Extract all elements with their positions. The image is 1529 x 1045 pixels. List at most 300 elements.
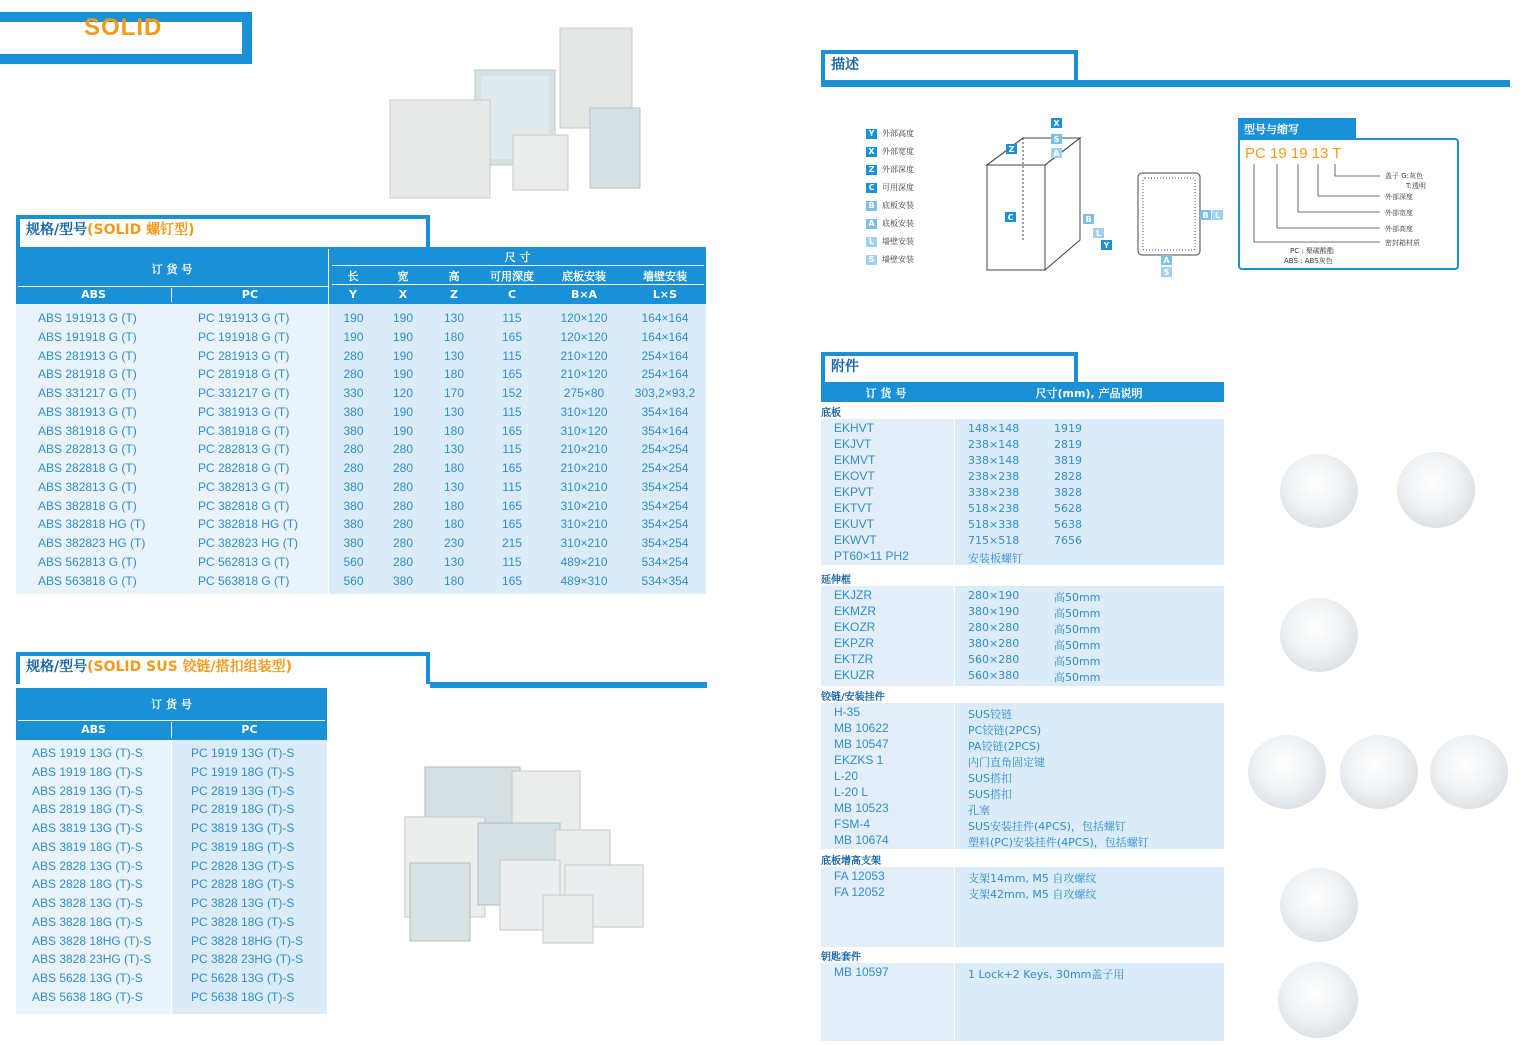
dimension-value: 380	[392, 573, 414, 588]
accessory-code: MB 10523	[834, 801, 889, 815]
dimension-value: 210×210	[560, 461, 608, 475]
dimension-value: 165	[501, 573, 523, 588]
dimension-value: 165	[501, 517, 523, 532]
abs-hinged-code: ABS 2828 13G (T)-S	[32, 858, 143, 873]
accessory-code: EKPVT	[834, 485, 874, 499]
pc-order-code: PC 282813 G (T)	[198, 442, 290, 457]
letter-z: Z	[450, 288, 458, 301]
accessories-tab	[821, 352, 1078, 382]
accessory-note: 高50mm	[1054, 607, 1101, 620]
abs-order-code: ABS 382818 HG (T)	[38, 517, 146, 532]
dimension-value: 275×80	[563, 386, 605, 400]
dimension-value: 190	[392, 311, 414, 325]
legend-label: 外部深度	[882, 165, 914, 174]
section2-tab	[16, 652, 430, 684]
pc-order-code: PC 382818 G (T)	[198, 498, 290, 513]
dimension-value: 180	[443, 498, 465, 513]
s2-abs-header: ABS	[81, 723, 106, 736]
legend-key: Z	[866, 165, 877, 175]
dimension-value: 190	[392, 404, 414, 419]
dimension-value: 120	[392, 386, 414, 400]
pc-order-code: PC 382813 G (T)	[198, 479, 290, 494]
col-usable-depth: 可用深度	[490, 270, 534, 283]
dimension-value: 280	[392, 517, 414, 532]
dimension-value: 354×164	[641, 423, 689, 438]
dimension-value: 190	[392, 329, 414, 344]
abs-hinged-code: ABS 3828 13G (T)-S	[32, 896, 143, 910]
accessory-code: EKMVT	[834, 453, 876, 467]
col-height: 高	[448, 270, 460, 283]
col-length: 长	[347, 270, 359, 283]
dimension-value: 489×310	[560, 573, 608, 588]
pc-order-code: PC 281918 G (T)	[198, 367, 290, 382]
abs-order-code: ABS 282818 G (T)	[38, 461, 137, 475]
accessory-size: PC铰链(2PCS)	[968, 724, 1042, 737]
pc-hinged-code: PC 3828 13G (T)-S	[191, 896, 295, 910]
accessory-code: EKMZR	[834, 604, 876, 618]
extension-frame-photo	[1280, 598, 1358, 672]
legend-label: 外部宽度	[882, 147, 914, 156]
accessory-code: EKPZR	[834, 636, 875, 650]
accessory-note: 高50mm	[1054, 591, 1101, 604]
accessory-code: FA 12053	[834, 869, 885, 883]
accessory-code: MB 10597	[834, 965, 889, 979]
pc-hinged-code: PC 3819 18G (T)-S	[191, 839, 295, 854]
dimension-value: 310×210	[560, 517, 608, 532]
accessory-size: 518×338	[968, 518, 1020, 531]
accessory-code: L-20	[834, 769, 859, 783]
dimension-value: 190	[392, 423, 414, 438]
section1-table-header	[16, 247, 706, 304]
s2-pc-header: PC	[241, 723, 258, 736]
dimension-value: 180	[443, 329, 465, 344]
base-plate-photo-2	[1397, 452, 1475, 528]
dimension-value: 190	[343, 329, 364, 344]
accessory-code: EKTVT	[834, 501, 873, 515]
dimension-value: 303,2×93,2	[634, 386, 696, 400]
section1-title-suffix: (SOLID 螺钉型)	[87, 222, 195, 238]
abs-hinged-code: ABS 2819 13G (T)-S	[32, 783, 143, 798]
legend-item	[866, 182, 914, 193]
enclosure-group-photo	[385, 20, 645, 200]
accessory-group-title: 延伸框	[821, 575, 851, 586]
s2-order-no-header: 订 货 号	[151, 698, 192, 711]
dimension-value: 165	[501, 498, 523, 513]
pc-order-code: PC 281913 G (T)	[198, 348, 290, 363]
accessory-code: MB 10674	[834, 833, 889, 847]
accessory-code: PT60×11 PH2	[834, 549, 909, 563]
dimension-value: 130	[443, 442, 465, 457]
legend-label: 墙壁安装	[882, 255, 914, 264]
accessory-size: 338×148	[968, 454, 1020, 467]
accessory-size: 塑料(PC)安装挂件(4PCS)，包括螺钉	[968, 836, 1149, 849]
dimension-value: 130	[443, 348, 465, 363]
pc-hinged-code: PC 1919 18G (T)-S	[191, 764, 295, 779]
dimension-value: 280	[343, 442, 364, 457]
dimension-value: 254×164	[641, 348, 689, 363]
dimension-value: 215	[501, 536, 523, 550]
pc-hinged-code: PC 2828 13G (T)-S	[191, 858, 295, 873]
solid-title: SOLID	[84, 14, 163, 41]
abs-hinged-code: ABS 2819 18G (T)-S	[32, 802, 143, 817]
abs-order-code: ABS 381918 G (T)	[38, 423, 137, 438]
dimension-value: 130	[443, 479, 465, 494]
hinge-parts-photo	[1248, 735, 1326, 809]
dimension-value: 165	[501, 461, 523, 475]
accessory-size: 支架42mm, M5 自攻螺纹	[968, 888, 1097, 901]
accessory-code: EKWVT	[834, 533, 877, 547]
description-tab	[821, 50, 1078, 80]
dimension-value: 354×254	[641, 517, 689, 532]
pc-order-code: PC 282818 G (T)	[198, 461, 290, 475]
accessory-note: 2819	[1054, 438, 1082, 451]
dimension-value: 120×120	[560, 311, 608, 325]
model-material-abs: ABS : ABS灰色	[1284, 257, 1333, 265]
accessory-code: EKOVT	[834, 469, 875, 483]
dimension-value: 210×120	[560, 348, 608, 363]
abs-order-code: ABS 191918 G (T)	[38, 329, 137, 344]
pc-order-code: PC 562813 G (T)	[198, 554, 290, 569]
legend-item	[866, 254, 914, 265]
accessories-title: 附件	[831, 359, 859, 375]
accessory-code: EKHVT	[834, 421, 875, 435]
abs-hinged-code: ABS 3828 18HG (T)-S	[32, 933, 152, 948]
section2-table-header	[16, 688, 327, 740]
accessory-note: 2828	[1054, 470, 1082, 483]
dimension-value: 560	[343, 554, 364, 569]
legend-label: 外部高度	[882, 129, 914, 138]
accessory-code: L-20 L	[834, 785, 869, 799]
letter-c: C	[507, 288, 517, 301]
accessory-size: 518×238	[968, 502, 1020, 515]
dimension-value: 164×164	[641, 329, 689, 344]
accessory-size: 715×518	[968, 534, 1020, 547]
section2-title-suffix: (SOLID SUS 铰链/搭扣组装型)	[87, 659, 293, 675]
dimension-value: 164×164	[641, 311, 689, 325]
abs-order-code: ABS 282813 G (T)	[38, 442, 137, 457]
abs-order-code: ABS 191913 G (T)	[38, 311, 137, 325]
dimension-value: 380	[343, 498, 364, 513]
pc-order-code: PC 382818 HG (T)	[198, 517, 299, 532]
legend-item	[866, 236, 914, 247]
base-plate-photo	[1280, 454, 1358, 528]
dimension-value: 254×254	[641, 442, 689, 457]
abs-order-code: ABS 382818 G (T)	[38, 498, 137, 513]
accessory-group-title: 钥匙套件	[821, 952, 861, 963]
dimension-value: 180	[443, 367, 465, 382]
dimension-value: 354×254	[641, 479, 689, 494]
dimension-value: 115	[502, 348, 522, 363]
pc-order-code: PC 191913 G (T)	[198, 311, 290, 325]
accessory-size: 560×380	[968, 669, 1020, 682]
abs-order-code: ABS 331217 G (T)	[38, 386, 137, 400]
abs-hinged-code: ABS 3819 13G (T)-S	[32, 821, 143, 835]
accessory-note: 高50mm	[1054, 623, 1101, 636]
dimension-value: 210×210	[560, 442, 608, 457]
hinged-enclosure-photo	[400, 765, 645, 945]
pc-hinged-code: PC 3819 13G (T)-S	[191, 821, 295, 835]
pc-hinged-code: PC 5628 13G (T)-S	[191, 971, 295, 985]
dimension-value: 489×210	[560, 554, 608, 569]
accessory-code: EKTZR	[834, 652, 874, 666]
dimension-value: 120×120	[560, 329, 608, 344]
section2-title-prefix: 规格/型号	[26, 659, 88, 675]
pc-order-code: PC 382823 HG (T)	[198, 536, 299, 550]
abs-order-code: ABS 563818 G (T)	[38, 573, 137, 588]
accessory-size: PA铰链(2PCS)	[968, 740, 1041, 753]
abs-order-code: ABS 281918 G (T)	[38, 367, 137, 382]
accessory-size: 338×238	[968, 486, 1020, 499]
model-note-transparent: T:透明	[1406, 182, 1426, 190]
abs-hinged-code: ABS 2828 18G (T)-S	[32, 877, 143, 892]
dimension-value: 380	[343, 404, 364, 419]
accessory-note: 7656	[1054, 534, 1082, 547]
accessory-group-title: 底板增高支架	[821, 856, 881, 867]
diag-label-s: S	[1053, 135, 1060, 144]
dimension-value: 130	[443, 311, 465, 325]
legend-label: 可用深度	[882, 183, 914, 192]
dimension-value: 170	[443, 386, 465, 400]
solid-banner	[0, 12, 252, 64]
letter-bxa: B×A	[570, 288, 598, 301]
accessory-note: 高50mm	[1054, 639, 1101, 652]
accessory-size: 280×280	[968, 621, 1020, 634]
dimension-value: 190	[343, 311, 364, 325]
enclosure-dimension-diagram	[975, 110, 1225, 280]
dimension-value: 280	[392, 554, 414, 569]
accessory-size: SUS铰链	[968, 708, 1013, 721]
dimension-value: 310×120	[560, 423, 608, 438]
accessory-note: 5638	[1054, 518, 1082, 531]
section1-tab	[16, 215, 430, 247]
diag-label-b2: B	[1202, 211, 1209, 220]
abs-order-code: ABS 281913 G (T)	[38, 348, 137, 363]
model-note-depth: 外部深度	[1385, 193, 1413, 201]
model-box	[1238, 138, 1459, 270]
abs-hinged-code: ABS 1919 13G (T)-S	[32, 746, 143, 760]
legend-key: C	[866, 183, 877, 193]
accessory-size: SUS安装挂件(4PCS)，包括螺钉	[968, 820, 1126, 833]
dimension-value: 534×254	[641, 554, 689, 569]
dimension-value: 180	[443, 573, 465, 588]
pc-hinged-code: PC 3828 23HG (T)-S	[191, 952, 304, 967]
abs-hinged-code: ABS 5628 13G (T)-S	[32, 971, 143, 985]
accessory-note: 高50mm	[1054, 655, 1101, 668]
letter-lxs: L×S	[652, 288, 678, 301]
col-plate-mount: 底板安装	[562, 270, 606, 283]
dimension-value: 190	[392, 367, 414, 382]
model-note-lid: 盖子 G:灰色	[1385, 172, 1424, 180]
accessory-code: EKZKS 1	[834, 753, 884, 767]
pc-order-code: PC 381918 G (T)	[198, 423, 290, 438]
dimension-value: 165	[501, 367, 523, 382]
legend-key: B	[866, 201, 877, 211]
col-width: 宽	[397, 270, 409, 283]
accessory-code: EKUZR	[834, 668, 875, 682]
abs-order-code: ABS 381913 G (T)	[38, 404, 137, 419]
pc-order-code: PC 563818 G (T)	[198, 573, 290, 588]
dimension-value: 380	[343, 517, 364, 532]
dimension-value: 280	[343, 367, 364, 382]
letter-x: X	[398, 288, 408, 301]
accessory-size: 280×190	[968, 589, 1020, 602]
pc-hinged-code: PC 2819 13G (T)-S	[191, 783, 295, 798]
dimension-value: 180	[443, 423, 465, 438]
letter-y: Y	[349, 288, 357, 301]
dimension-value: 310×210	[560, 498, 608, 513]
dimension-value: 115	[502, 554, 522, 569]
legend-item	[866, 128, 914, 139]
dimension-value: 310×120	[560, 404, 608, 419]
key-lock-photo	[1278, 962, 1358, 1038]
model-material-pc: PC : 聚碳酸酯	[1290, 247, 1334, 255]
accessory-size: 560×280	[968, 653, 1020, 666]
accessory-note: 3828	[1054, 486, 1082, 499]
legend-key: S	[866, 255, 877, 265]
accessory-size: 380×190	[968, 605, 1020, 618]
dimension-value: 280	[343, 461, 364, 475]
accessory-size: 安装板螺钉	[968, 552, 1023, 565]
accessory-size: 148×148	[968, 422, 1020, 435]
col-wall-mount: 墙壁安装	[643, 270, 687, 283]
pc-hinged-code: PC 3828 18HG (T)-S	[191, 933, 304, 948]
accessory-size: 支架14mm, M5 自攻螺纹	[968, 872, 1097, 885]
diag-label-s2: S	[1163, 268, 1170, 277]
section1-title-prefix: 规格/型号	[26, 222, 88, 238]
accessory-note: 3819	[1054, 454, 1082, 467]
acc-desc-header: 尺寸(mm), 产品说明	[1035, 387, 1143, 400]
diag-label-a: A	[1053, 149, 1060, 158]
description-title: 描述	[831, 57, 859, 73]
accessory-note: 1919	[1054, 422, 1082, 435]
dimension-value: 280	[392, 442, 414, 457]
legend-label: 底板安装	[882, 219, 914, 228]
model-title: 型号与缩写	[1238, 118, 1356, 138]
dimension-value: 354×254	[641, 536, 689, 550]
dimension-value: 165	[501, 329, 523, 344]
dimension-value: 280	[392, 498, 414, 513]
dimension-value: 280	[343, 348, 364, 363]
legend-label: 墙壁安装	[882, 237, 914, 246]
accessory-note: 5628	[1054, 502, 1082, 515]
dimension-value: 330	[343, 386, 364, 400]
dimension-value: 380	[343, 479, 364, 494]
standoff-photo	[1280, 868, 1358, 942]
accessory-size: SUS搭扣	[968, 788, 1013, 801]
accessory-code: EKUVT	[834, 517, 875, 531]
legend-item	[866, 164, 914, 175]
dimension-value: 380	[343, 536, 364, 550]
abs-hinged-code: ABS 3828 23HG (T)-S	[32, 952, 152, 967]
dimension-value: 230	[443, 536, 465, 550]
dims-header: 尺 寸	[504, 251, 531, 264]
diag-label-l: L	[1095, 229, 1102, 238]
accessory-code: EKOZR	[834, 620, 876, 634]
dimension-value: 254×164	[641, 367, 689, 382]
dimension-value: 254×254	[641, 461, 689, 475]
accessory-size: 孔塞	[968, 804, 990, 817]
abs-hinged-code: ABS 3828 18G (T)-S	[32, 914, 143, 929]
dimension-value: 280	[392, 536, 414, 550]
pc-col-header: PC	[241, 288, 259, 301]
accessory-group-title: 铰链/安装挂件	[821, 692, 885, 703]
pc-order-code: PC 191918 G (T)	[198, 329, 290, 344]
pc-hinged-code: PC 1919 13G (T)-S	[191, 746, 295, 760]
dimension-value: 180	[443, 461, 465, 475]
accessory-note: 高50mm	[1054, 671, 1101, 684]
dimension-value: 165	[501, 423, 523, 438]
dimension-value: 130	[443, 554, 465, 569]
legend-item	[866, 200, 914, 211]
accessory-code: MB 10547	[834, 737, 889, 751]
diag-label-y: Y	[1103, 241, 1110, 250]
dimension-value: 115	[502, 442, 522, 457]
accessory-size: 380×280	[968, 637, 1020, 650]
dimension-value: 280	[392, 479, 414, 494]
latch-photo	[1340, 735, 1418, 809]
legend-key: A	[866, 219, 877, 229]
legend-key: L	[866, 237, 877, 247]
mounting-bracket-photo	[1430, 735, 1508, 809]
dimension-value: 115	[502, 479, 522, 494]
accessory-code: MB 10622	[834, 721, 889, 735]
legend-key: X	[866, 147, 877, 157]
diag-label-z: Z	[1008, 145, 1015, 154]
model-note-width: 外部宽度	[1385, 209, 1413, 217]
dimension-value: 180	[443, 517, 465, 532]
abs-order-code: ABS 382813 G (T)	[38, 479, 137, 494]
accessory-size: SUS搭扣	[968, 772, 1013, 785]
pc-hinged-code: PC 2828 18G (T)-S	[191, 877, 295, 892]
diag-label-a2: A	[1163, 256, 1170, 265]
dimension-value: 115	[502, 311, 522, 325]
diag-label-x: X	[1053, 119, 1060, 128]
dimension-value: 354×254	[641, 498, 689, 513]
pc-order-code: PC 331217 G (T)	[198, 386, 290, 400]
abs-col-header: ABS	[81, 288, 106, 301]
pc-order-code: PC 381913 G (T)	[198, 404, 290, 419]
legend-item	[866, 146, 914, 157]
diag-label-c: C	[1007, 213, 1014, 222]
dimension-value: 354×164	[641, 404, 689, 419]
accessory-code: FA 12052	[834, 885, 885, 899]
abs-order-code: ABS 562813 G (T)	[38, 554, 137, 569]
abs-order-code: ABS 382823 HG (T)	[38, 536, 146, 550]
legend-label: 底板安装	[882, 201, 914, 210]
abs-hinged-code: ABS 1919 18G (T)-S	[32, 764, 143, 779]
dimension-value: 310×210	[560, 479, 608, 494]
accessory-code: EKJVT	[834, 437, 872, 451]
pc-hinged-code: PC 2819 18G (T)-S	[191, 802, 295, 817]
dimension-value: 380	[343, 423, 364, 438]
acc-order-no-header: 订 货 号	[865, 387, 907, 400]
dimension-value: 152	[501, 386, 523, 400]
model-note-material: 密封箱材质	[1385, 239, 1420, 247]
legend-item	[866, 218, 914, 229]
accessory-code: FSM-4	[834, 817, 870, 831]
accessory-size: 内门直角固定键	[968, 756, 1045, 769]
dimension-value: 130	[443, 404, 465, 419]
accessory-group-title: 底板	[821, 408, 841, 419]
dimension-value: 534×354	[641, 573, 689, 588]
abs-hinged-code: ABS 3819 18G (T)-S	[32, 839, 143, 854]
legend-key: Y	[866, 129, 877, 139]
model-code: PC 19 19 13 T	[1245, 145, 1342, 162]
diag-label-b: B	[1085, 215, 1092, 224]
dimension-value: 210×120	[560, 367, 608, 382]
abs-hinged-code: ABS 5638 18G (T)-S	[32, 989, 143, 1004]
dimension-value: 115	[502, 404, 522, 419]
